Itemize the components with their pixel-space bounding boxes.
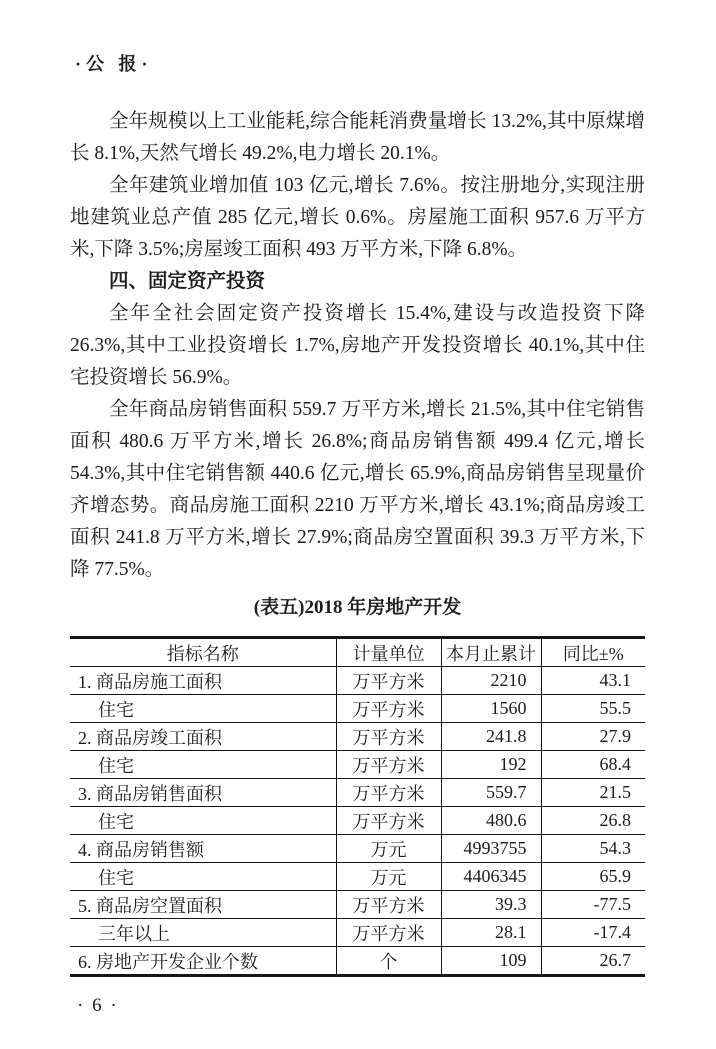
- section-heading-fixed-asset-investment: 四、固定资产投资: [109, 271, 266, 292]
- cell-indicator: 住宅: [70, 807, 336, 835]
- table-body: [70, 667, 645, 976]
- cell-cumulative: 4406345: [441, 863, 541, 891]
- cell-indicator: 三年以上: [70, 919, 336, 947]
- paragraph-commercial-housing: 全年商品房销售面积 559.7 万平方米,增长 21.5%,其中住宅销售面积 480.6 万平方米,增长 26.8%;商品房销售额 499.4 亿元,增长 54.3%,其中住宅销售额 440.6 亿元,增长 65.9%,商品房销售呈现量价齐增态势。商品房施工面积 2210 万平方米,增长 43.1%;商品房竣工面积 241.8 万平方米,增长 27.9%;商品房空置面积 39.3 万平方米,下降 77.5%。: [70, 399, 645, 580]
- cell-cumulative: 1560: [441, 695, 541, 723]
- cell-indicator: 住宅: [70, 863, 336, 891]
- cell-unit: 万平方米: [336, 723, 441, 751]
- cell-unit: 万平方米: [336, 891, 441, 919]
- page-number: · 6 ·: [77, 995, 119, 1016]
- cell-yoy: 55.5: [541, 695, 645, 723]
- paragraph-investment-growth: 全年全社会固定资产投资增长 15.4%,建设与改造投资下降 26.3%,其中工业投资增长 1.7%,房地产开发投资增长 40.1%,其中住宅投资增长 56.9%。: [70, 303, 645, 388]
- table-row: [70, 695, 645, 723]
- cell-unit: 万平方米: [336, 667, 441, 695]
- table-title: (表五)2018 年房地产开发: [253, 597, 462, 618]
- cell-indicator: 5. 商品房空置面积: [70, 891, 336, 919]
- column-header-indicator: 指标名称: [166, 643, 239, 664]
- cell-indicator: 4. 商品房销售额: [70, 835, 336, 863]
- cell-unit: 万平方米: [336, 807, 441, 835]
- cell-indicator: 2. 商品房竣工面积: [70, 723, 336, 751]
- table-row: [70, 667, 645, 695]
- cell-indicator: 3. 商品房销售面积: [70, 779, 336, 807]
- cell-cumulative: 192: [441, 751, 541, 779]
- cell-unit: 万平方米: [336, 695, 441, 723]
- table-row: [70, 723, 645, 751]
- cell-cumulative: 559.7: [441, 779, 541, 807]
- paragraph-industrial-energy: 全年规模以上工业能耗,综合能耗消费量增长 13.2%,其中原煤增长 8.1%,天然气增长 49.2%,电力增长 20.1%。: [70, 111, 645, 164]
- cell-yoy: 65.9: [541, 863, 645, 891]
- body-text: [70, 106, 645, 586]
- cell-indicator: 住宅: [70, 751, 336, 779]
- cell-indicator: 住宅: [70, 695, 336, 723]
- cell-yoy: -17.4: [541, 919, 645, 947]
- cell-yoy: 26.8: [541, 807, 645, 835]
- cell-yoy: 27.9: [541, 723, 645, 751]
- cell-cumulative: 480.6: [441, 807, 541, 835]
- cell-yoy: 68.4: [541, 751, 645, 779]
- cell-unit: 个: [336, 947, 441, 976]
- table-row: [70, 919, 645, 947]
- table-row: [70, 863, 645, 891]
- table-row: [70, 835, 645, 863]
- cell-yoy: 43.1: [541, 667, 645, 695]
- cell-cumulative: 2210: [441, 667, 541, 695]
- cell-unit: 万平方米: [336, 919, 441, 947]
- table-row: [70, 751, 645, 779]
- cell-yoy: 54.3: [541, 835, 645, 863]
- table-row: [70, 779, 645, 807]
- page-header-label: ·公 报·: [75, 54, 153, 74]
- cell-yoy: 26.7: [541, 947, 645, 976]
- cell-cumulative: 109: [441, 947, 541, 976]
- cell-unit: 万元: [336, 863, 441, 891]
- cell-cumulative: 28.1: [441, 919, 541, 947]
- cell-yoy: 21.5: [541, 779, 645, 807]
- table-row: [70, 947, 645, 976]
- cell-cumulative: 4993755: [441, 835, 541, 863]
- cell-cumulative: 39.3: [441, 891, 541, 919]
- table-row: [70, 807, 645, 835]
- column-header-yoy: 同比±%: [541, 638, 645, 667]
- column-header-cumulative: 本月止累计: [441, 638, 541, 667]
- table-row: [70, 891, 645, 919]
- table-header-row: [70, 638, 645, 667]
- cell-cumulative: 241.8: [441, 723, 541, 751]
- cell-unit: 万平方米: [336, 779, 441, 807]
- cell-yoy: -77.5: [541, 891, 645, 919]
- real-estate-table: [70, 636, 645, 977]
- cell-indicator: 6. 房地产开发企业个数: [70, 947, 336, 976]
- cell-unit: 万平方米: [336, 751, 441, 779]
- paragraph-construction-industry: 全年建筑业增加值 103 亿元,增长 7.6%。按注册地分,实现注册地建筑业总产值 285 亿元,增长 0.6%。房屋施工面积 957.6 万平方米,下降 3.5%;房屋竣工面积 493 万平方米,下降 6.8%。: [70, 175, 645, 260]
- cell-unit: 万元: [336, 835, 441, 863]
- cell-indicator: 1. 商品房施工面积: [70, 667, 336, 695]
- column-header-unit: 计量单位: [336, 638, 441, 667]
